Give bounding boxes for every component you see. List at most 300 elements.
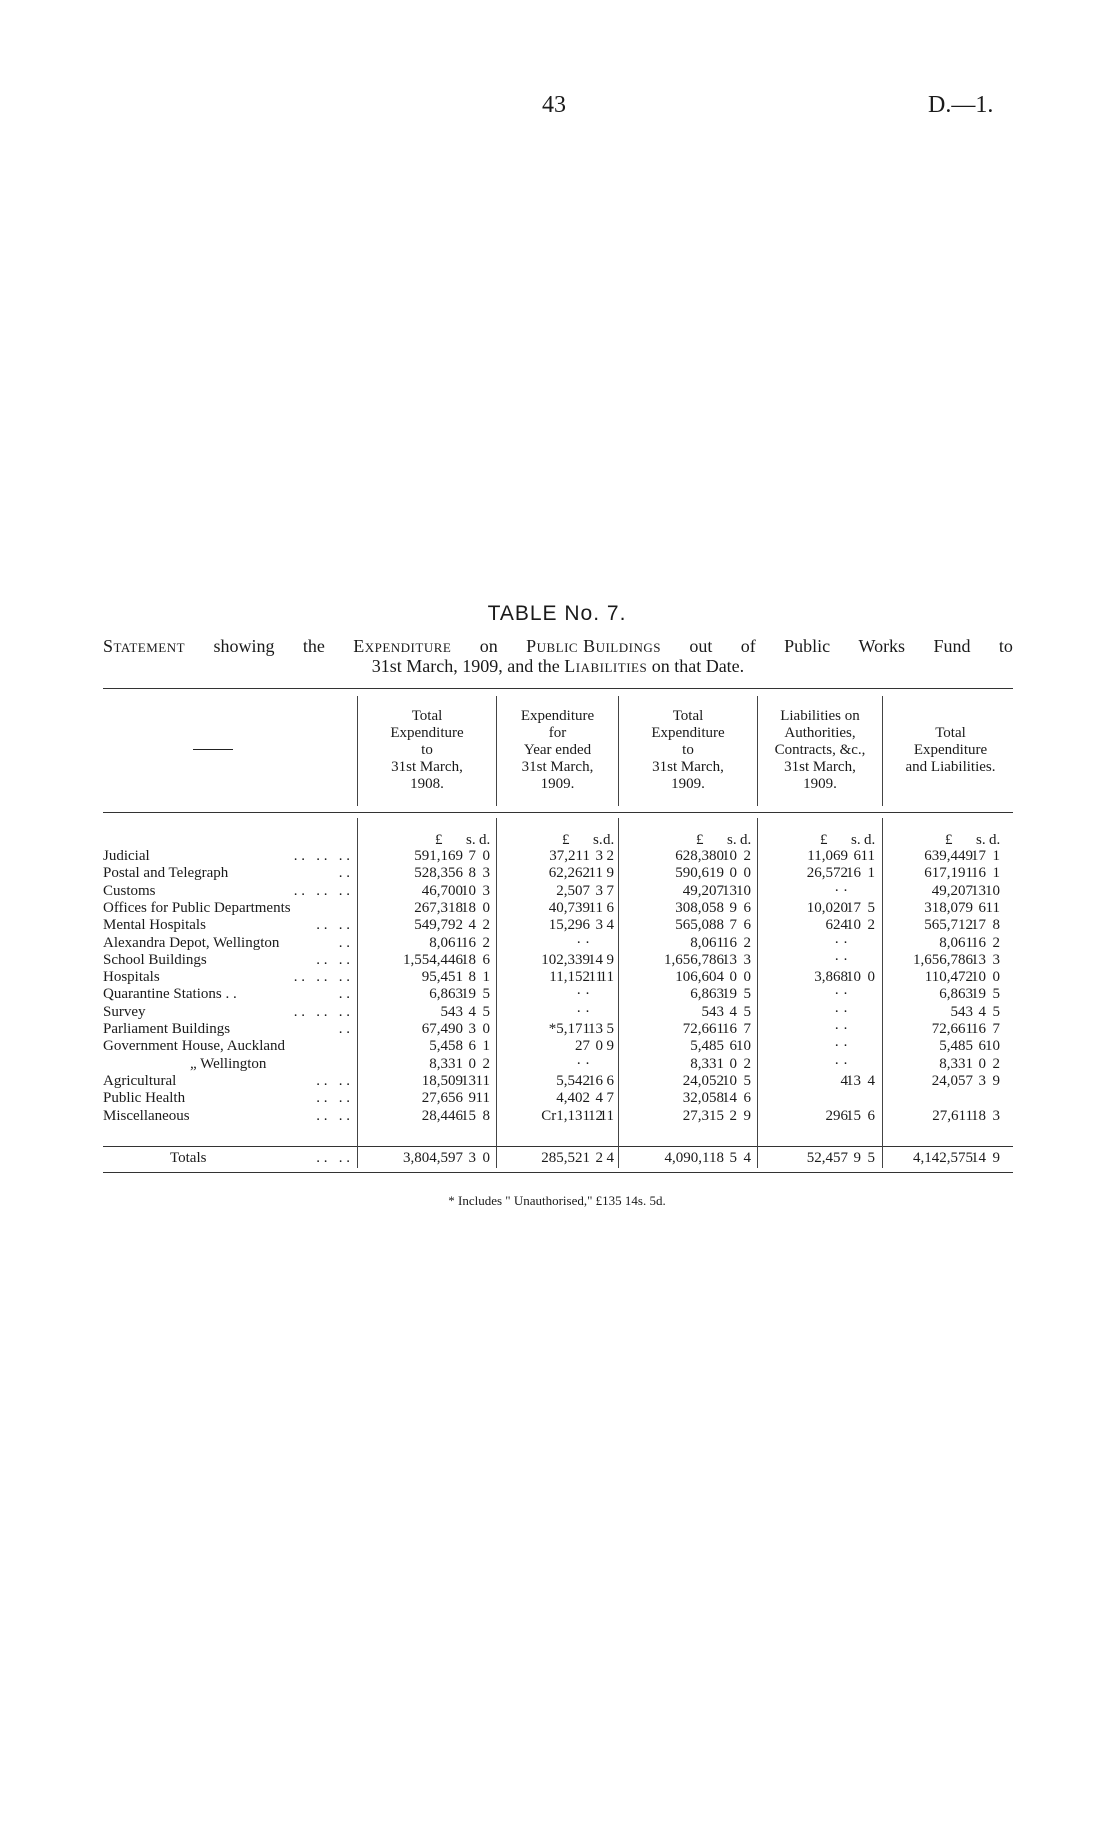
- leader-dots: . . . .: [316, 1090, 350, 1107]
- amount-pounds: 49,207: [931, 882, 973, 899]
- amount-pence: 2: [867, 917, 875, 934]
- leader-dots: . . . .: [316, 1107, 350, 1124]
- amount-pence: 6: [743, 1090, 751, 1107]
- leader-dots: . . . .: [316, 1072, 350, 1089]
- amount-pence: 8: [992, 917, 1000, 934]
- amount-pounds: 2,507: [556, 882, 590, 899]
- amount-pounds: 49,207: [682, 882, 724, 899]
- amount-pence: 10: [736, 882, 751, 899]
- amount-pounds: 543: [701, 1003, 724, 1020]
- amount-pounds: 10,020: [806, 899, 848, 916]
- amount-pounds: 4,402: [556, 1090, 590, 1107]
- amount-pence: 7: [743, 1021, 751, 1037]
- amount-shillings: 19: [722, 986, 737, 1003]
- caption-word: out: [689, 636, 713, 656]
- amount-pence: 2: [482, 934, 490, 951]
- row-label: School Buildings: [103, 951, 207, 968]
- amount-pounds: 565,712: [924, 917, 973, 934]
- table-row: [0, 865, 1114, 882]
- amount-pence: 3: [992, 951, 1000, 968]
- amount-pounds: 11,152: [549, 969, 590, 986]
- amount-shillings: 13: [461, 1072, 476, 1089]
- table-row: [0, 969, 1114, 986]
- amount-pence: 3: [743, 951, 751, 968]
- amount-pounds: 4,090,118: [664, 1150, 724, 1166]
- amount-pence: 11: [475, 1090, 490, 1107]
- amount-pence: 3: [482, 865, 490, 882]
- amount-shillings: 0: [729, 865, 737, 882]
- amount-pounds: · ·: [834, 882, 848, 899]
- amount-shillings: 18: [971, 1107, 986, 1124]
- table-title: TABLE No. 7.: [487, 602, 627, 625]
- caption-word: Fund: [933, 636, 971, 656]
- amount-pence: 0: [482, 848, 490, 864]
- amount-pence: 5: [867, 1150, 875, 1166]
- amount-shillings: 16: [971, 934, 986, 951]
- amount-pounds: 4: [840, 1072, 848, 1089]
- column-header: [758, 708, 882, 793]
- amount-pence: 4: [743, 1150, 751, 1166]
- amount-shillings: 11: [588, 865, 603, 882]
- amount-pence: 5: [992, 1003, 1000, 1020]
- amount-shillings: 10: [846, 917, 861, 934]
- amount-shillings: 10: [461, 882, 476, 899]
- stub-column-dash: [193, 749, 233, 750]
- table-row: [0, 1004, 1114, 1021]
- amount-pounds: 37,211: [549, 848, 590, 864]
- amount-shillings: 4: [468, 1003, 476, 1020]
- amount-shillings: 2: [729, 1107, 737, 1124]
- column-header-line: Expenditure: [390, 725, 464, 741]
- caption-word: Liabilities: [564, 656, 648, 676]
- footnote: * Includes " Unauthorised," £135 14s. 5d.: [448, 1193, 666, 1208]
- unit-pence: d.: [479, 832, 491, 848]
- amount-pounds: 285,521: [541, 1150, 590, 1166]
- amount-pounds: 67,490: [421, 1021, 463, 1037]
- column-header-line: Total: [935, 725, 966, 741]
- leader-dots: . .: [338, 986, 350, 1003]
- caption-word: Public: [784, 636, 831, 656]
- amount-pounds: 617,191: [924, 865, 973, 882]
- amount-pounds: 28,446: [421, 1107, 463, 1124]
- amount-shillings: 19: [461, 986, 476, 1003]
- amount-shillings: 0: [729, 1055, 737, 1072]
- amount-pence: 11: [599, 1107, 614, 1124]
- amount-pence: 1: [867, 865, 875, 882]
- amount-pounds: · ·: [834, 1038, 848, 1055]
- amount-shillings: 14: [722, 1090, 737, 1107]
- amount-pence: 5: [482, 1003, 490, 1020]
- amount-pence: 5: [606, 1021, 614, 1037]
- amount-pence: 11: [860, 848, 875, 864]
- amount-pence: 11: [985, 899, 1000, 916]
- row-label: Quarantine Stations . .: [103, 986, 237, 1003]
- leader-dots: . . . . . .: [293, 882, 350, 899]
- table-row: [0, 1021, 1114, 1038]
- leader-dots: . . . .: [316, 1150, 350, 1166]
- amount-shillings: 16: [461, 934, 476, 951]
- amount-shillings: 10: [722, 848, 737, 864]
- amount-shillings: 13: [722, 951, 737, 968]
- amount-pounds: 62,262: [548, 865, 590, 882]
- amount-pence: 5: [482, 986, 490, 1003]
- column-header-line: for: [548, 725, 567, 741]
- amount-shillings: 11: [588, 899, 603, 916]
- table-row: [0, 1108, 1114, 1125]
- amount-pence: 1: [482, 969, 490, 986]
- amount-pounds: 106,604: [675, 969, 724, 986]
- amount-pounds: 8,331: [429, 1055, 463, 1072]
- column-header-line: to: [421, 742, 433, 758]
- totals-row-line: [0, 1150, 1114, 1167]
- caption-word: Public Buildings: [526, 636, 661, 656]
- amount-shillings: 4: [978, 1003, 986, 1020]
- caption-line-2: [103, 656, 1013, 676]
- amount-pounds: 8,061: [690, 934, 724, 951]
- amount-pence: 5: [743, 986, 751, 1003]
- unit-pound: £: [435, 832, 443, 848]
- amount-pounds: 15,296: [548, 917, 590, 934]
- amount-shillings: 17: [971, 848, 986, 864]
- amount-pence: 7: [992, 1021, 1000, 1037]
- amount-pence: 0: [482, 1021, 490, 1037]
- amount-pounds: 565,088: [675, 917, 724, 934]
- amount-pence: 5: [743, 1072, 751, 1089]
- amount-pounds: 3,868: [814, 969, 848, 986]
- column-header-line: 1908.: [410, 776, 444, 792]
- amount-pence: 9: [992, 1072, 1000, 1089]
- amount-shillings: 16: [846, 865, 861, 882]
- column-header: [358, 708, 496, 793]
- amount-shillings: 4: [729, 1003, 737, 1020]
- amount-pence: 1: [482, 1038, 490, 1055]
- amount-pounds: 27,315: [682, 1107, 724, 1124]
- amount-pounds: 5,485: [690, 1038, 724, 1055]
- column-header: [497, 708, 618, 793]
- amount-pence: 0: [482, 899, 490, 916]
- amount-shillings: 16: [722, 934, 737, 951]
- amount-shillings: 3: [978, 1072, 986, 1089]
- leader-dots: . . . . . .: [293, 1003, 350, 1020]
- amount-pounds: 308,058: [675, 899, 724, 916]
- unit-shilling: s.: [593, 832, 603, 848]
- column-header: [619, 708, 757, 793]
- amount-pounds: 1,554,446: [403, 951, 463, 968]
- row-label: Judicial: [103, 848, 150, 864]
- amount-pounds: 72,661: [931, 1021, 973, 1037]
- leader-dots: . . . . . .: [293, 969, 350, 986]
- amount-pounds: 32,058: [682, 1090, 724, 1107]
- amount-pounds: 52,457: [806, 1150, 848, 1166]
- table-row: [0, 952, 1114, 969]
- amount-pence: 6: [743, 917, 751, 934]
- amount-pence: 3: [482, 882, 490, 899]
- row-label: Mental Hospitals: [103, 917, 206, 934]
- document-code: D.—1.: [928, 92, 994, 118]
- amount-shillings: 10: [722, 1072, 737, 1089]
- amount-pounds: 528,356: [414, 865, 463, 882]
- amount-pounds: 72,661: [682, 1021, 724, 1037]
- table-row: [0, 1056, 1114, 1073]
- amount-pounds: 24,057: [931, 1072, 973, 1089]
- row-label: Offices for Public Departments: [103, 899, 291, 916]
- amount-pounds: · ·: [576, 934, 590, 951]
- amount-shillings: 13: [722, 882, 737, 899]
- amount-pence: 8: [482, 1107, 490, 1124]
- amount-pounds: 549,792: [414, 917, 463, 934]
- column-header-line: Contracts, &c.,: [774, 742, 866, 758]
- amount-pounds: 639,449: [924, 848, 973, 864]
- unit-pound: £: [562, 832, 570, 848]
- amount-shillings: 6: [853, 848, 861, 864]
- amount-pounds: 6,863: [690, 986, 724, 1003]
- leader-dots: . .: [338, 865, 350, 882]
- amount-shillings: 6: [978, 899, 986, 916]
- amount-pence: 9: [992, 1150, 1000, 1166]
- amount-pounds: 102,339: [541, 951, 590, 968]
- amount-pence: 6: [743, 899, 751, 916]
- amount-pence: 7: [606, 1090, 614, 1107]
- amount-pence: 0: [743, 969, 751, 986]
- leader-dots: . . . .: [316, 951, 350, 968]
- amount-pence: 4: [606, 917, 614, 934]
- row-label: Government House, Auckland: [103, 1038, 286, 1055]
- amount-shillings: 13: [846, 1072, 861, 1089]
- amount-pounds: 4,142,575: [913, 1150, 973, 1166]
- amount-shillings: 18: [461, 951, 476, 968]
- leader-dots: . .: [338, 934, 350, 951]
- totals-top-rule: [103, 1146, 1013, 1147]
- amount-pence: 4: [867, 1072, 875, 1089]
- amount-pence: 9: [743, 1107, 751, 1124]
- amount-pence: 2: [743, 848, 751, 864]
- amount-shillings: 9: [468, 1090, 476, 1107]
- amount-pence: 6: [606, 899, 614, 916]
- column-header-line: 1909.: [540, 776, 575, 792]
- amount-pence: 6: [867, 1107, 875, 1124]
- amount-pounds: 5,542: [556, 1072, 590, 1089]
- amount-pounds: 1,656,786: [913, 951, 973, 968]
- amount-pence: 2: [482, 1055, 490, 1072]
- amount-pounds: 6,863: [939, 986, 973, 1003]
- amount-pounds: · ·: [576, 986, 590, 1003]
- row-label: Public Health: [103, 1090, 186, 1107]
- amount-shillings: 10: [971, 969, 986, 986]
- column-header-line: Liabilities on: [780, 708, 860, 724]
- column-header-line: 31st March,: [521, 759, 594, 775]
- amount-shillings: 0: [595, 1038, 603, 1055]
- amount-pence: 2: [606, 848, 614, 864]
- amount-shillings: 17: [971, 917, 986, 934]
- row-label: Agricultural: [103, 1072, 177, 1089]
- table-caption: [103, 636, 1013, 676]
- amount-pounds: · ·: [576, 1003, 590, 1020]
- amount-pence: 11: [475, 1072, 490, 1089]
- unit-shilling: s.: [976, 832, 986, 848]
- row-label: Postal and Telegraph: [103, 865, 229, 882]
- leader-dots: . . . . . .: [293, 848, 350, 864]
- amount-shillings: 9: [729, 899, 737, 916]
- row-label: Alexandra Depot, Wellington: [103, 934, 280, 951]
- amount-pence: 5: [867, 899, 875, 916]
- caption-word: on that Date.: [647, 656, 745, 676]
- amount-shillings: 17: [846, 899, 861, 916]
- amount-shillings: 16: [588, 1072, 603, 1089]
- unit-pound: £: [820, 832, 828, 848]
- amount-shillings: 16: [971, 1021, 986, 1037]
- amount-pounds: 8,331: [690, 1055, 724, 1072]
- amount-pounds: 8,061: [939, 934, 973, 951]
- amount-shillings: 14: [971, 1150, 986, 1166]
- amount-pounds: 46,700: [421, 882, 463, 899]
- amount-pounds: 40,739: [548, 899, 590, 916]
- column-header-line: 1909.: [671, 776, 705, 792]
- amount-shillings: 16: [722, 1021, 737, 1037]
- amount-shillings: 3: [595, 917, 603, 934]
- amount-pounds: 1,656,786: [664, 951, 724, 968]
- amount-shillings: 3: [468, 1150, 476, 1166]
- amount-pence: 6: [606, 1072, 614, 1089]
- amount-pounds: 628,380: [675, 848, 724, 864]
- caption-word: showing: [213, 636, 275, 656]
- amount-shillings: 15: [846, 1107, 861, 1124]
- amount-pence: 9: [606, 1038, 614, 1055]
- column-header-line: to: [682, 742, 694, 758]
- unit-shilling: s.: [851, 832, 861, 848]
- caption-word: to: [998, 636, 1013, 656]
- amount-shillings: 0: [978, 1055, 986, 1072]
- table-row: [0, 1073, 1114, 1090]
- amount-pounds: 27,611: [932, 1107, 973, 1124]
- unit-pence: d.: [740, 832, 752, 848]
- amount-pence: 0: [867, 969, 875, 986]
- amount-pence: 2: [992, 1055, 1000, 1072]
- amount-pounds: · ·: [576, 1055, 590, 1072]
- amount-shillings: 3: [595, 882, 603, 899]
- amount-shillings: 8: [468, 865, 476, 882]
- table-row: [0, 1090, 1114, 1107]
- column-header-line: 1909.: [803, 776, 837, 792]
- row-label: Miscellaneous: [103, 1107, 190, 1124]
- page-number: 43: [542, 92, 566, 118]
- table-row: [0, 848, 1114, 865]
- table-row: [0, 900, 1114, 917]
- amount-shillings: 16: [971, 865, 986, 882]
- table-row: [0, 986, 1114, 1003]
- unit-pence: d.: [603, 832, 615, 848]
- amount-shillings: 19: [971, 986, 986, 1003]
- amount-pence: 0: [992, 969, 1000, 986]
- amount-pounds: 6,863: [429, 986, 463, 1003]
- amount-pence: 9: [606, 951, 614, 968]
- amount-pounds: · ·: [834, 986, 848, 1003]
- amount-shillings: 2: [595, 1150, 603, 1166]
- amount-pounds: 11,069: [807, 848, 848, 864]
- table-row: [0, 883, 1114, 900]
- amount-pounds: *5,171: [548, 1021, 590, 1037]
- amount-pounds: 318,079: [924, 899, 973, 916]
- amount-pounds: 624: [825, 917, 848, 934]
- amount-pence: 2: [743, 934, 751, 951]
- row-label: Parliament Buildings: [103, 1021, 231, 1037]
- amount-shillings: 6: [729, 1038, 737, 1055]
- amount-pence: 0: [482, 1150, 490, 1166]
- amount-shillings: 3: [595, 848, 603, 864]
- amount-shillings: 3: [468, 1021, 476, 1037]
- column-header-line: Expenditure: [651, 725, 725, 741]
- unit-pence: d.: [989, 832, 1001, 848]
- table-row: [0, 935, 1114, 952]
- unit-pence: d.: [864, 832, 876, 848]
- amount-pounds: · ·: [834, 1055, 848, 1072]
- column-header-line: 31st March,: [391, 759, 463, 775]
- amount-pounds: 267,318: [414, 899, 463, 916]
- amount-pence: 7: [606, 882, 614, 899]
- amount-pence: 5: [743, 1003, 751, 1020]
- amount-pence: 2: [482, 917, 490, 934]
- amount-pence: 2: [743, 1055, 751, 1072]
- totals-bottom-rule: [103, 1172, 1013, 1173]
- amount-shillings: 0: [468, 1055, 476, 1072]
- amount-pence: 2: [992, 934, 1000, 951]
- amount-pounds: 591,169: [414, 848, 463, 864]
- amount-pence: 10: [736, 1038, 751, 1055]
- row-label: „ Wellington: [190, 1055, 267, 1072]
- column-header-line: 31st March,: [784, 759, 856, 775]
- amount-pounds: 296: [825, 1107, 848, 1124]
- amount-shillings: 9: [853, 1150, 861, 1166]
- amount-shillings: 4: [595, 1090, 603, 1107]
- caption-word: the: [302, 636, 325, 656]
- unit-shilling: s.: [727, 832, 737, 848]
- column-header-line: Expenditure: [913, 742, 988, 758]
- amount-pounds: 24,052: [682, 1072, 724, 1089]
- amount-shillings: 11: [588, 969, 603, 986]
- amount-pence: 1: [992, 865, 1000, 882]
- amount-pence: 10: [985, 1038, 1000, 1055]
- caption-word: 31st March, 1909, and the: [371, 656, 565, 676]
- amount-pence: 6: [482, 951, 490, 968]
- caption-line-1: [103, 636, 1013, 656]
- amount-pounds: 27: [575, 1038, 590, 1055]
- amount-shillings: 13: [971, 951, 986, 968]
- caption-word: on: [479, 636, 498, 656]
- caption-word: Works: [858, 636, 906, 656]
- amount-shillings: 7: [729, 917, 737, 934]
- column-header-line: and Liabilities.: [905, 759, 996, 775]
- amount-shillings: 15: [461, 1107, 476, 1124]
- amount-pounds: Cr1,131: [541, 1107, 590, 1124]
- amount-shillings: 12: [588, 1107, 603, 1124]
- amount-pounds: 5,485: [939, 1038, 973, 1055]
- amount-shillings: 10: [846, 969, 861, 986]
- amount-pounds: 8,061: [429, 934, 463, 951]
- amount-pence: 0: [743, 865, 751, 882]
- amount-shillings: 7: [468, 848, 476, 864]
- row-label: Customs: [103, 882, 156, 899]
- amount-pence: 11: [599, 969, 614, 986]
- amount-shillings: 13: [971, 882, 986, 899]
- amount-shillings: 6: [468, 1038, 476, 1055]
- amount-shillings: 18: [461, 899, 476, 916]
- header-bottom-rule: [103, 812, 1013, 813]
- column-header-line: Total: [411, 708, 443, 724]
- unit-pound: £: [696, 832, 704, 848]
- amount-shillings: 13: [588, 1021, 603, 1037]
- amount-pounds: 543: [440, 1003, 463, 1020]
- column-header-line: Expenditure: [520, 708, 595, 724]
- amount-pounds: 95,451: [421, 969, 463, 986]
